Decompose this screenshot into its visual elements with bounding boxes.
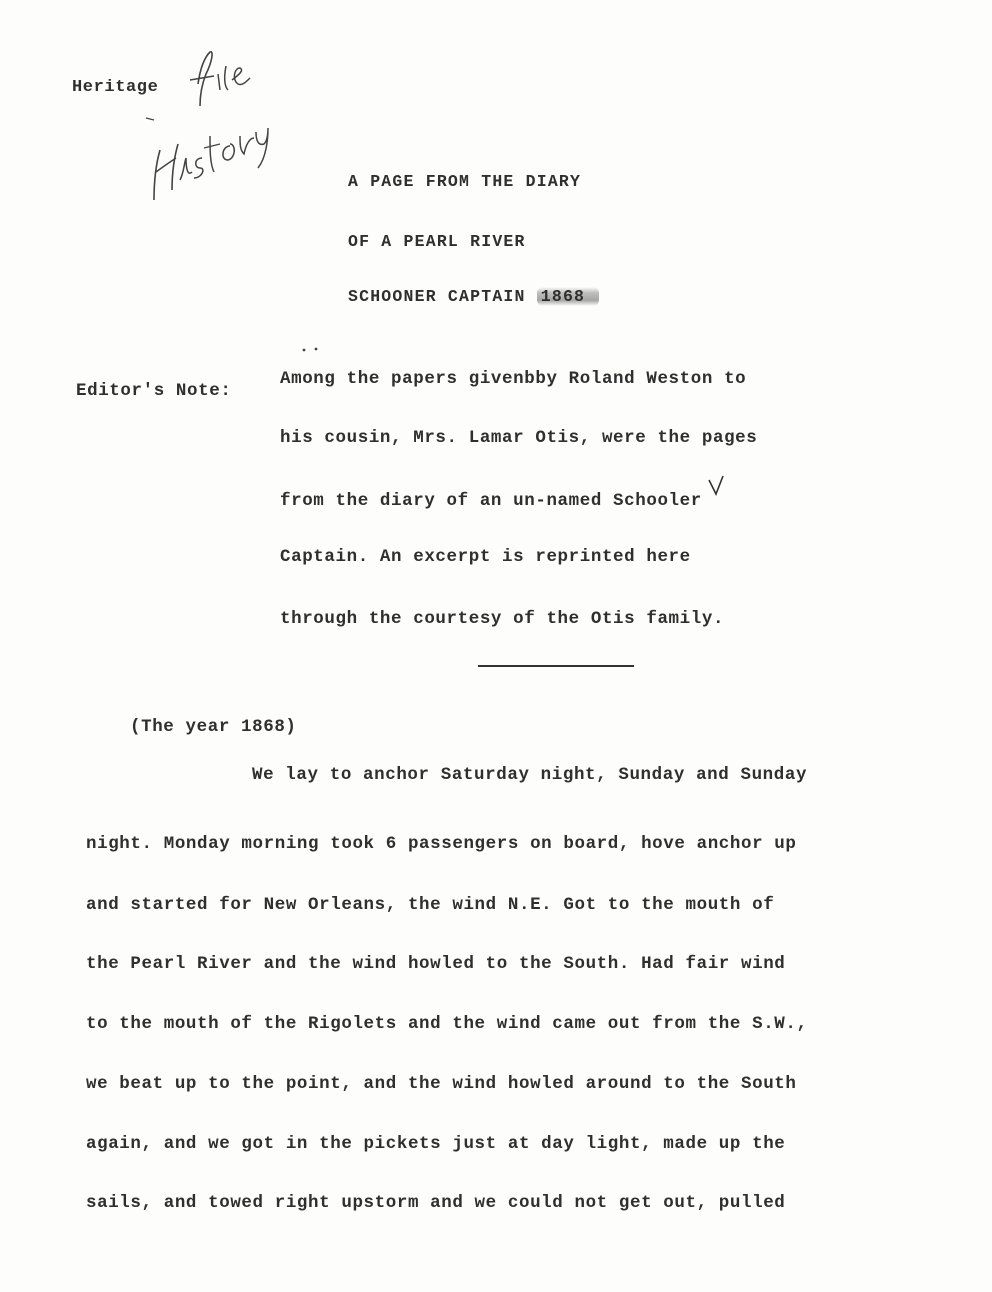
diary-line: to the mouth of the Rigolets and the wind came out from the S.W., — [86, 1014, 808, 1034]
diary-line: again, and we got in the pickets just at day light, made up the — [86, 1134, 786, 1154]
handwritten-annotation — [140, 40, 280, 210]
title-line-3 — [348, 286, 599, 308]
editors-note-line: from the diary of an un-named Schooler — [280, 491, 702, 511]
diary-line: and started for New Orleans, the wind N.E. Got to the mouth of — [86, 895, 775, 915]
diary-line: the Pearl River and the wind howled to the South. Had fair wind — [86, 954, 786, 974]
title-line-1: A PAGE FROM THE DIARY — [348, 172, 582, 191]
diary-year-line: (The year 1868) — [130, 717, 297, 737]
diary-line: night. Monday morning took 6 passengers on board, hove anchor up — [86, 834, 797, 854]
editors-note-label: Editor's Note: — [76, 381, 232, 401]
editors-note-line: his cousin, Mrs. Lamar Otis, were the pages — [280, 428, 758, 448]
stray-dots — [300, 344, 324, 354]
highlighted-year: 1868 — [537, 287, 599, 306]
title-line-3-prefix: SCHOONER CAPTAIN — [348, 287, 537, 306]
diary-line: we beat up to the point, and the wind howled around to the South — [86, 1074, 797, 1094]
diary-line: sails, and towed right upstorm and we could not get out, pulled — [86, 1193, 786, 1213]
section-divider — [478, 665, 634, 667]
editors-note-line: Captain. An excerpt is reprinted here — [280, 547, 691, 567]
correction-mark — [706, 474, 726, 496]
heritage-label: Heritage — [72, 78, 159, 97]
title-line-2: OF A PEARL RIVER — [348, 232, 526, 251]
editors-note-line: Among the papers givenbby Roland Weston to — [280, 369, 747, 389]
editors-note-line: through the courtesy of the Otis family. — [280, 609, 725, 629]
diary-line: We lay to anchor Saturday night, Sunday and Sunday — [252, 765, 808, 785]
